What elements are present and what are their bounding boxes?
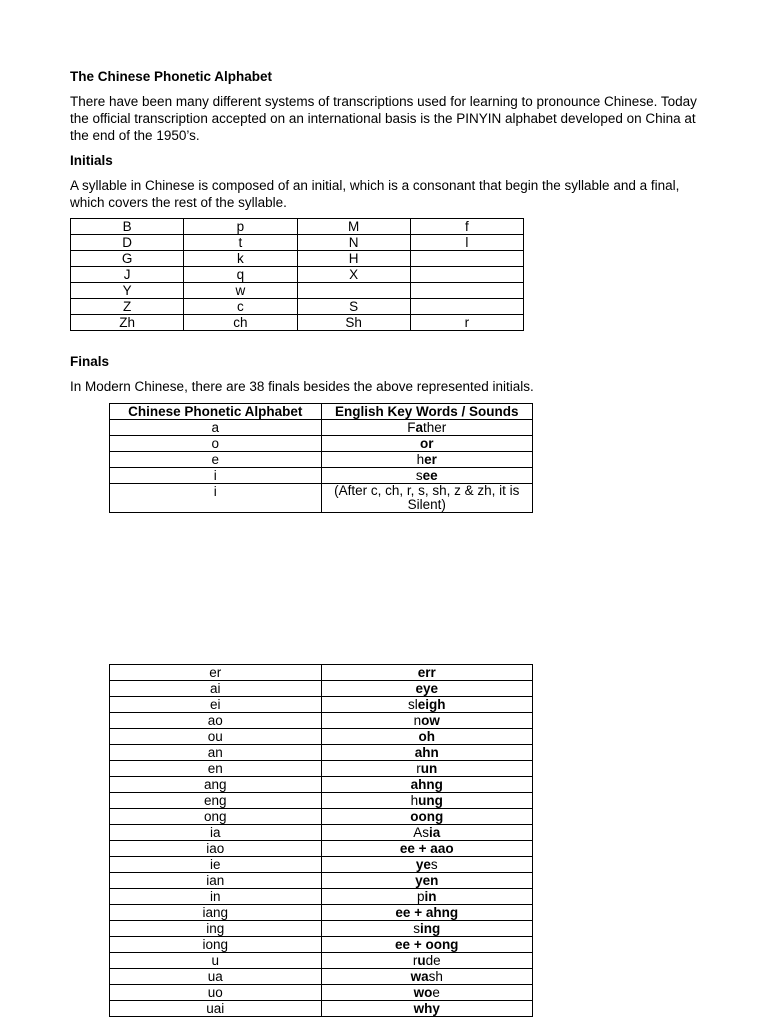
table-cell: p bbox=[184, 219, 297, 235]
english-sound-cell bbox=[321, 761, 533, 777]
table-cell: l bbox=[410, 235, 523, 251]
sound-bold-part: wa bbox=[410, 969, 429, 984]
initials-description: A syllable in Chinese is composed of an initial, which is a consonant that begin the syllable and a final, which covers the rest of the syllable. bbox=[70, 178, 680, 210]
table-row bbox=[71, 235, 524, 251]
pinyin-cell: ong bbox=[110, 809, 322, 825]
pinyin-cell: ua bbox=[110, 969, 322, 985]
table-row bbox=[110, 420, 533, 436]
table-cell bbox=[410, 299, 523, 315]
table-row bbox=[71, 219, 524, 235]
table-cell: N bbox=[297, 235, 410, 251]
table-row bbox=[110, 665, 533, 681]
english-sound-cell bbox=[321, 436, 533, 452]
table-row bbox=[110, 745, 533, 761]
english-sound-cell bbox=[321, 937, 533, 953]
english-sound-cell bbox=[321, 777, 533, 793]
english-sound-cell bbox=[321, 420, 533, 436]
table-row bbox=[110, 484, 533, 513]
table-row bbox=[110, 857, 533, 873]
pinyin-cell: ei bbox=[110, 697, 322, 713]
sound-bold-part: ung bbox=[418, 793, 443, 808]
pinyin-cell: ao bbox=[110, 713, 322, 729]
english-sound-cell bbox=[321, 921, 533, 937]
pinyin-cell: e bbox=[110, 452, 322, 468]
table-cell: M bbox=[297, 219, 410, 235]
pinyin-cell: iao bbox=[110, 841, 322, 857]
pinyin-cell: ou bbox=[110, 729, 322, 745]
table-cell bbox=[410, 251, 523, 267]
table-row bbox=[71, 267, 524, 283]
pinyin-cell: uai bbox=[110, 1001, 322, 1017]
pinyin-cell: ia bbox=[110, 825, 322, 841]
pinyin-cell: er bbox=[110, 665, 322, 681]
sound-bold-part: ye bbox=[415, 857, 431, 872]
table-cell: Z bbox=[71, 299, 184, 315]
table-row bbox=[110, 809, 533, 825]
sound-bold-part: un bbox=[420, 761, 438, 776]
pinyin-cell: a bbox=[110, 420, 322, 436]
finals-heading: Finals bbox=[70, 354, 110, 369]
table-cell bbox=[297, 283, 410, 299]
table-cell: D bbox=[71, 235, 184, 251]
sound-bold-part: oong bbox=[410, 809, 444, 824]
english-sound-cell bbox=[321, 468, 533, 484]
table-row bbox=[110, 729, 533, 745]
sound-part: sl bbox=[407, 697, 418, 712]
table-row bbox=[110, 1001, 533, 1017]
table-row bbox=[110, 468, 533, 484]
sound-bold-part: ee bbox=[422, 468, 438, 483]
english-sound-cell bbox=[321, 985, 533, 1001]
sound-part: n bbox=[413, 713, 422, 728]
english-sound-cell bbox=[321, 1001, 533, 1017]
table-cell: Zh bbox=[71, 315, 184, 331]
sound-bold-part: a bbox=[415, 420, 423, 435]
table-row bbox=[110, 697, 533, 713]
pinyin-cell: uo bbox=[110, 985, 322, 1001]
english-sound-cell bbox=[321, 484, 533, 513]
sound-bold-part: ia bbox=[429, 825, 441, 840]
finals-table bbox=[109, 403, 533, 513]
table-cell: f bbox=[410, 219, 523, 235]
initials-heading: Initials bbox=[70, 153, 113, 168]
sound-part: p bbox=[416, 889, 425, 904]
pinyin-cell: in bbox=[110, 889, 322, 905]
english-sound-cell bbox=[321, 809, 533, 825]
english-sound-cell bbox=[321, 969, 533, 985]
table-row bbox=[110, 452, 533, 468]
table-cell: G bbox=[71, 251, 184, 267]
sound-part: e bbox=[432, 985, 440, 1000]
sound-bold-part: wo bbox=[413, 985, 433, 1000]
english-sound-cell bbox=[321, 452, 533, 468]
finals-header-row bbox=[110, 404, 533, 420]
table-row bbox=[71, 251, 524, 267]
sound-part: s bbox=[430, 857, 438, 872]
pinyin-cell: iong bbox=[110, 937, 322, 953]
table-row bbox=[110, 841, 533, 857]
english-sound-cell bbox=[321, 841, 533, 857]
english-sound-cell bbox=[321, 905, 533, 921]
table-cell: t bbox=[184, 235, 297, 251]
english-sound-cell bbox=[321, 729, 533, 745]
table-cell: S bbox=[297, 299, 410, 315]
document-title: The Chinese Phonetic Alphabet bbox=[70, 69, 273, 84]
table-row bbox=[110, 905, 533, 921]
pinyin-cell: iang bbox=[110, 905, 322, 921]
pinyin-cell: ang bbox=[110, 777, 322, 793]
sound-part: As bbox=[413, 825, 429, 840]
english-sound-cell bbox=[321, 793, 533, 809]
table-row bbox=[110, 713, 533, 729]
pinyin-cell: ing bbox=[110, 921, 322, 937]
pinyin-cell: ai bbox=[110, 681, 322, 697]
header-pinyin: Chinese Phonetic Alphabet bbox=[110, 404, 322, 420]
pinyin-cell: an bbox=[110, 745, 322, 761]
table-cell bbox=[410, 283, 523, 299]
table-cell: r bbox=[410, 315, 523, 331]
table-row bbox=[110, 969, 533, 985]
table-row bbox=[110, 921, 533, 937]
sound-part: (After c, ch, r, s, sh, z & zh, it is Silent) bbox=[334, 483, 520, 512]
header-english: English Key Words / Sounds bbox=[321, 404, 533, 420]
table-row bbox=[110, 761, 533, 777]
english-sound-cell bbox=[321, 857, 533, 873]
table-cell: k bbox=[184, 251, 297, 267]
english-sound-cell bbox=[321, 681, 533, 697]
pinyin-cell: ian bbox=[110, 873, 322, 889]
sound-part: r bbox=[416, 761, 421, 776]
sound-bold-part: ee + aao bbox=[399, 841, 454, 856]
table-cell: Sh bbox=[297, 315, 410, 331]
table-cell: H bbox=[297, 251, 410, 267]
table-row bbox=[110, 985, 533, 1001]
english-sound-cell bbox=[321, 665, 533, 681]
pinyin-cell: ie bbox=[110, 857, 322, 873]
table-cell bbox=[410, 267, 523, 283]
table-row bbox=[110, 777, 533, 793]
table-cell: X bbox=[297, 267, 410, 283]
sound-bold-part: ahng bbox=[410, 777, 443, 792]
table-row bbox=[71, 299, 524, 315]
table-cell: c bbox=[184, 299, 297, 315]
sound-bold-part: ow bbox=[421, 713, 440, 728]
sound-part: r bbox=[412, 953, 418, 968]
sound-bold-part: in bbox=[424, 889, 437, 904]
table-row bbox=[71, 315, 524, 331]
english-sound-cell bbox=[321, 825, 533, 841]
sound-part: s bbox=[413, 921, 420, 936]
sound-bold-part: eigh bbox=[417, 697, 446, 712]
sound-bold-part: oh bbox=[418, 729, 435, 744]
table-cell: Y bbox=[71, 283, 184, 299]
english-sound-cell bbox=[321, 889, 533, 905]
pinyin-cell: u bbox=[110, 953, 322, 969]
sound-part: F bbox=[407, 420, 416, 435]
document-page bbox=[70, 68, 700, 513]
english-sound-cell bbox=[321, 873, 533, 889]
pinyin-cell: i bbox=[110, 468, 322, 484]
pinyin-cell: o bbox=[110, 436, 322, 452]
sound-bold-part: err bbox=[417, 665, 436, 680]
table-row bbox=[110, 436, 533, 452]
sound-bold-part: ing bbox=[420, 921, 441, 936]
finals-description: In Modern Chinese, there are 38 finals besides the above represented initials. bbox=[70, 379, 534, 394]
table-cell: J bbox=[71, 267, 184, 283]
english-sound-cell bbox=[321, 713, 533, 729]
table-row bbox=[110, 937, 533, 953]
sound-bold-part: eye bbox=[415, 681, 439, 696]
table-row bbox=[110, 825, 533, 841]
sound-bold-part: ee + ahng bbox=[395, 905, 459, 920]
sound-bold-part: or bbox=[420, 436, 434, 451]
table-cell: w bbox=[184, 283, 297, 299]
table-row bbox=[110, 953, 533, 969]
pinyin-cell: en bbox=[110, 761, 322, 777]
english-sound-cell bbox=[321, 697, 533, 713]
table-cell: ch bbox=[184, 315, 297, 331]
english-sound-cell bbox=[321, 953, 533, 969]
sound-part: s bbox=[415, 468, 423, 483]
sound-part: ther bbox=[423, 420, 447, 435]
table-row bbox=[110, 793, 533, 809]
sound-bold-part: er bbox=[424, 452, 437, 467]
table-row bbox=[110, 681, 533, 697]
table-row bbox=[110, 873, 533, 889]
intro-paragraph: There have been many different systems of transcriptions used for learning to pronounce Chinese. Today the official transcription accepted on an international basis is the PINYIN alphabet developed on China at the end of the 1950’s. bbox=[70, 94, 697, 143]
finals-table-continued bbox=[109, 664, 533, 1017]
initials-table bbox=[70, 218, 524, 331]
table-cell: B bbox=[71, 219, 184, 235]
sound-bold-part: yen bbox=[415, 873, 439, 888]
sound-part: h bbox=[410, 793, 419, 808]
sound-bold-part: u bbox=[417, 953, 426, 968]
sound-bold-part: ee + oong bbox=[395, 937, 459, 952]
table-row bbox=[71, 283, 524, 299]
sound-part: sh bbox=[428, 969, 443, 984]
sound-bold-part: ahn bbox=[414, 745, 439, 760]
pinyin-cell: i bbox=[110, 484, 322, 513]
english-sound-cell bbox=[321, 745, 533, 761]
sound-part: de bbox=[425, 953, 441, 968]
sound-part: h bbox=[416, 452, 425, 467]
table-row bbox=[110, 889, 533, 905]
table-cell: q bbox=[184, 267, 297, 283]
pinyin-cell: eng bbox=[110, 793, 322, 809]
sound-bold-part: why bbox=[413, 1001, 440, 1016]
